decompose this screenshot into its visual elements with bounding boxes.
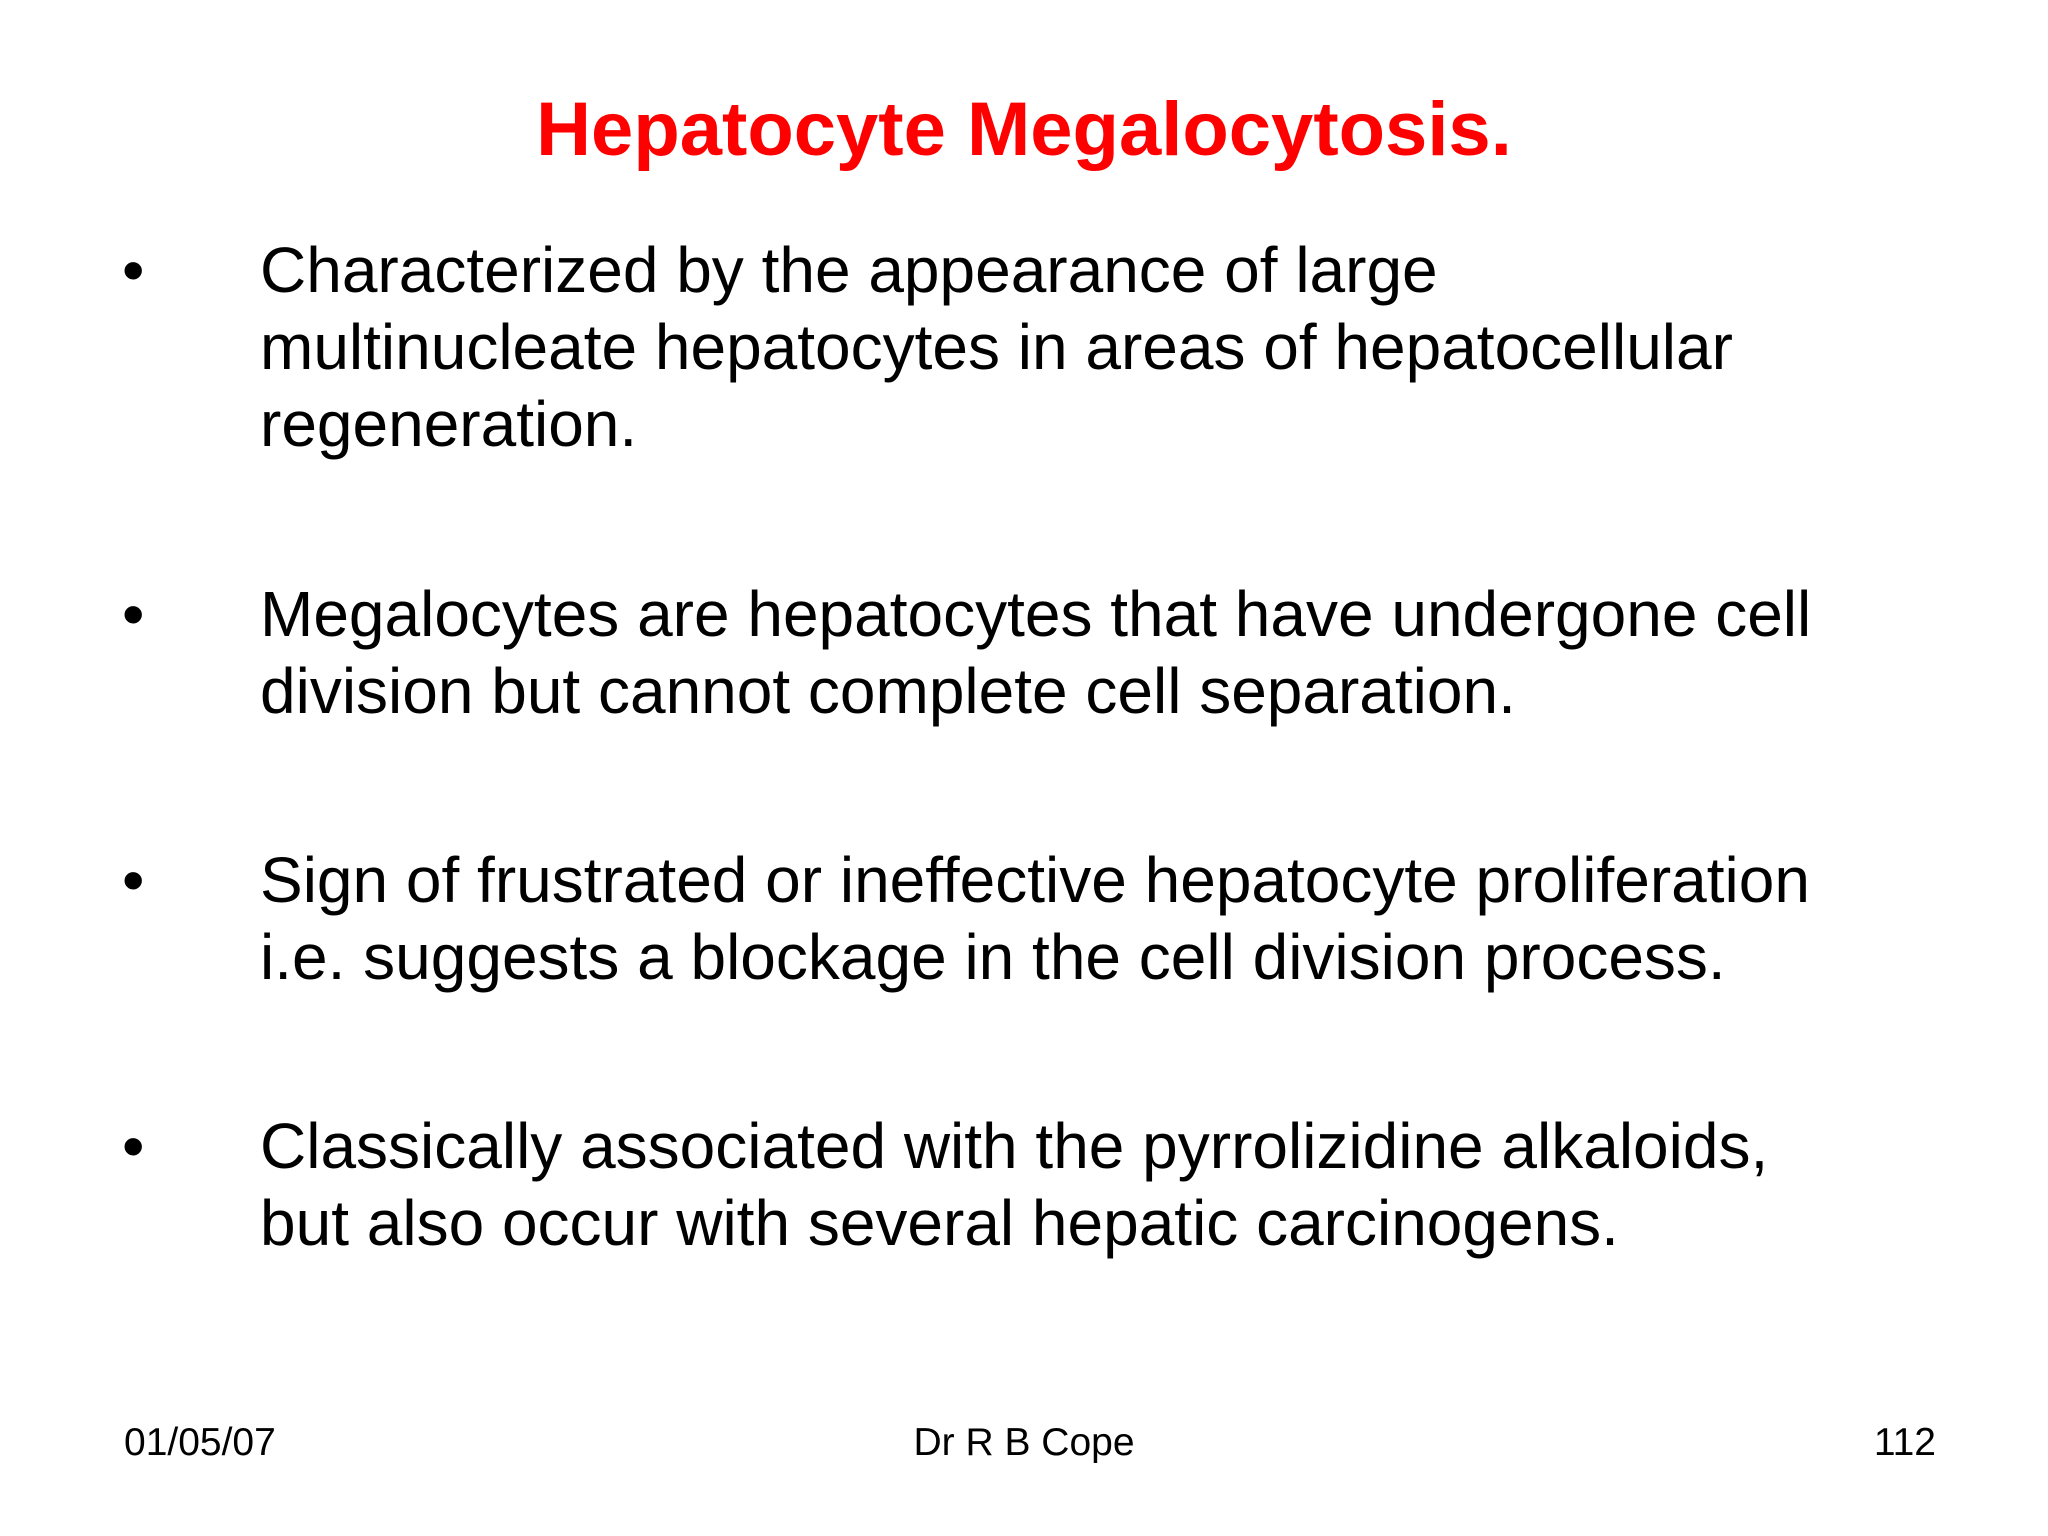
slide-title: Hepatocyte Megalocytosis. xyxy=(536,87,1512,172)
bullet-line: Megalocytes are hepatocytes that have undergone cell xyxy=(260,578,1812,650)
bullet-line: multinucleate hepatocytes in areas of hepatocellular xyxy=(260,311,1733,383)
bullet-text xyxy=(260,232,1960,463)
bullet-line: i.e. suggests a blockage in the cell division process. xyxy=(260,921,1726,993)
bullet-dot-icon: • xyxy=(122,234,145,306)
bullet-line: Sign of frustrated or ineffective hepatocyte proliferation xyxy=(260,844,1810,916)
bullet-line: Classically associated with the pyrrolizidine alkaloids, xyxy=(260,1110,1769,1182)
bullet-dot-icon: • xyxy=(122,1110,145,1182)
footer-author: Dr R B Cope xyxy=(913,1421,1135,1464)
bullet-text xyxy=(260,1108,1960,1262)
bullet-text xyxy=(260,842,1960,996)
bullet-dot-icon: • xyxy=(122,578,145,650)
bullet-line: regeneration. xyxy=(260,388,638,460)
bullet-text xyxy=(260,576,1960,730)
bullet-dot-icon: • xyxy=(122,844,145,916)
bullet-line: Characterized by the appearance of large xyxy=(260,234,1438,306)
footer-date: 01/05/07 xyxy=(124,1421,276,1464)
bullet-line: but also occur with several hepatic carcinogens. xyxy=(260,1187,1619,1259)
bullet-line: division but cannot complete cell separation. xyxy=(260,655,1516,727)
footer-page-number: 112 xyxy=(1873,1421,1936,1464)
